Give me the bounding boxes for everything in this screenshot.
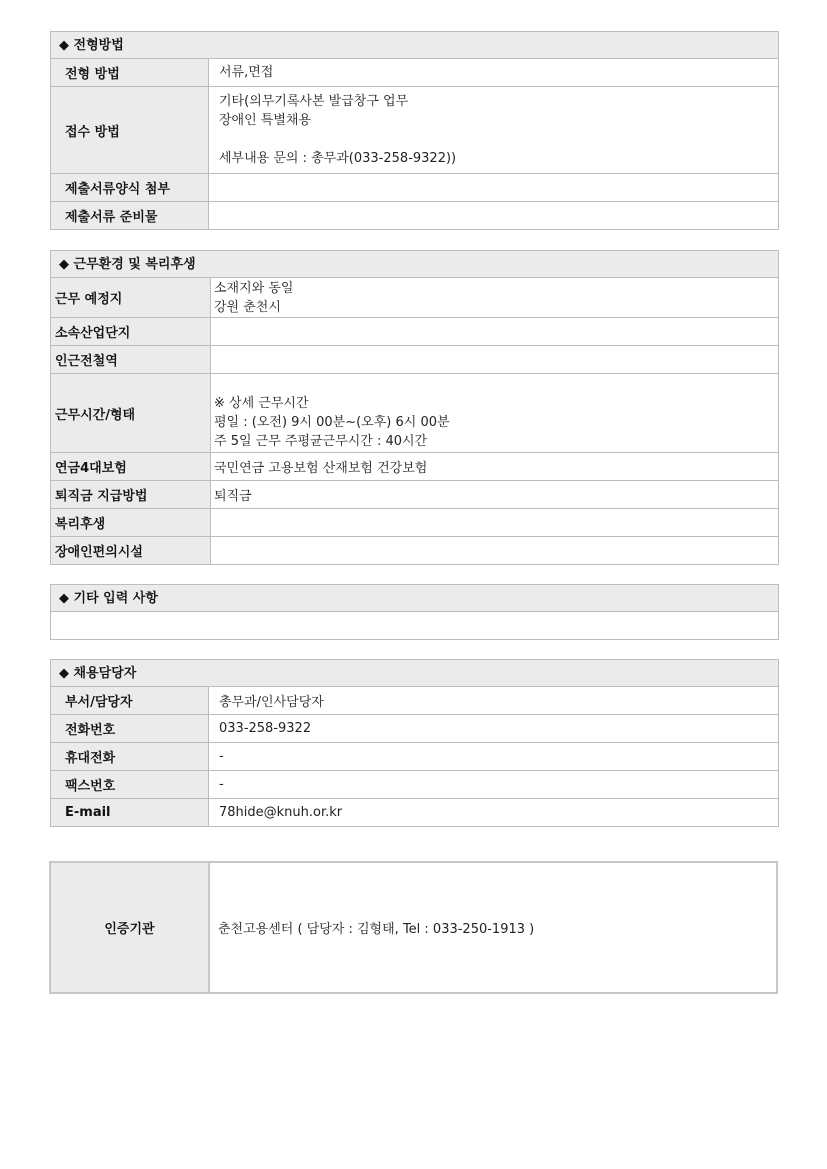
row-value: 춘천고용센터 ( 담당자 : 김형태, Tel : 033-250-1913 ) bbox=[218, 922, 535, 937]
row-label: E-mail bbox=[51, 799, 209, 826]
row-label: 부서/담당자 bbox=[51, 687, 209, 714]
row-label: 퇴직금 지급방법 bbox=[51, 481, 211, 508]
table-row bbox=[51, 202, 778, 229]
row-value bbox=[211, 278, 778, 317]
recruiter-contact-section bbox=[50, 659, 779, 827]
table-row bbox=[51, 715, 778, 743]
table-row bbox=[51, 771, 778, 799]
work-environment-section bbox=[50, 250, 779, 565]
certification-agency-box bbox=[49, 861, 778, 994]
table-row bbox=[51, 537, 778, 564]
row-value bbox=[211, 509, 778, 536]
value-line: 평일 : (오전) 9시 00분~(오후) 6시 00분 bbox=[214, 415, 450, 430]
table-row bbox=[51, 481, 778, 509]
table-row bbox=[51, 59, 778, 87]
table-row bbox=[51, 346, 778, 374]
table-row bbox=[51, 278, 778, 318]
table-row bbox=[51, 374, 778, 453]
other-info-section bbox=[50, 584, 779, 640]
row-value bbox=[209, 174, 778, 201]
value-line: 주 5일 근무 주평균근무시간 : 40시간 bbox=[214, 434, 428, 449]
row-value: - bbox=[219, 777, 224, 792]
table-row bbox=[51, 318, 778, 346]
row-label: 전화번호 bbox=[51, 715, 209, 742]
row-value bbox=[209, 59, 778, 86]
row-label: 팩스번호 bbox=[51, 771, 209, 798]
row-value: 국민연금 고용보험 산재보험 건강보험 bbox=[214, 461, 428, 476]
row-value bbox=[209, 202, 778, 229]
table-row bbox=[51, 509, 778, 537]
row-label: 연금4대보험 bbox=[51, 453, 211, 480]
row-label: 제출서류 준비물 bbox=[51, 202, 209, 229]
row-value bbox=[51, 612, 778, 639]
table-row bbox=[51, 687, 778, 715]
row-value bbox=[211, 346, 778, 373]
table-row bbox=[51, 174, 778, 202]
row-label: 휴대전화 bbox=[51, 743, 209, 770]
value-line: ※ 상세 근무시간 bbox=[214, 396, 309, 411]
row-label: 인증기관 bbox=[51, 863, 210, 992]
row-value bbox=[209, 87, 778, 173]
row-value: - bbox=[219, 749, 224, 764]
table-row bbox=[51, 453, 778, 481]
row-value bbox=[211, 374, 778, 452]
row-value bbox=[211, 537, 778, 564]
value-line: 강원 춘천시 bbox=[214, 299, 281, 315]
email-link[interactable]: 78hide@knuh.or.kr bbox=[219, 805, 343, 820]
value-line: 세부내용 문의 : 총무과(033-258-9322)) bbox=[219, 151, 457, 166]
value-line: 기타(의무기록사본 발급창구 업무 bbox=[219, 94, 409, 109]
row-label: 근무시간/형태 bbox=[51, 374, 211, 452]
section-title: ◆ 전형방법 bbox=[51, 32, 778, 59]
section-title: ◆ 기타 입력 사항 bbox=[51, 585, 778, 612]
row-label: 소속산업단지 bbox=[51, 318, 211, 345]
row-value bbox=[211, 318, 778, 345]
row-label: 인근전철역 bbox=[51, 346, 211, 373]
row-value: 033-258-9322 bbox=[219, 721, 312, 736]
selection-method-section bbox=[50, 31, 779, 230]
row-label: 복리후생 bbox=[51, 509, 211, 536]
value-line: 서류,면접 bbox=[219, 65, 274, 80]
section-title: ◆ 채용담당자 bbox=[51, 660, 778, 687]
row-value: 총무과/인사담당자 bbox=[219, 695, 324, 710]
row-label: 접수 방법 bbox=[51, 87, 209, 173]
table-row bbox=[51, 87, 778, 174]
table-row bbox=[51, 799, 778, 826]
row-label: 장애인편의시설 bbox=[51, 537, 211, 564]
row-label: 제출서류양식 첨부 bbox=[51, 174, 209, 201]
section-title: ◆ 근무환경 및 복리후생 bbox=[51, 251, 778, 278]
table-row bbox=[51, 612, 778, 639]
table-row bbox=[51, 743, 778, 771]
row-value: 퇴직금 bbox=[214, 489, 252, 504]
row-label: 전형 방법 bbox=[51, 59, 209, 86]
value-line: 장애인 특별채용 bbox=[219, 113, 312, 128]
row-label: 근무 예정지 bbox=[51, 278, 211, 317]
value-line: 소재지와 동일 bbox=[214, 280, 294, 296]
